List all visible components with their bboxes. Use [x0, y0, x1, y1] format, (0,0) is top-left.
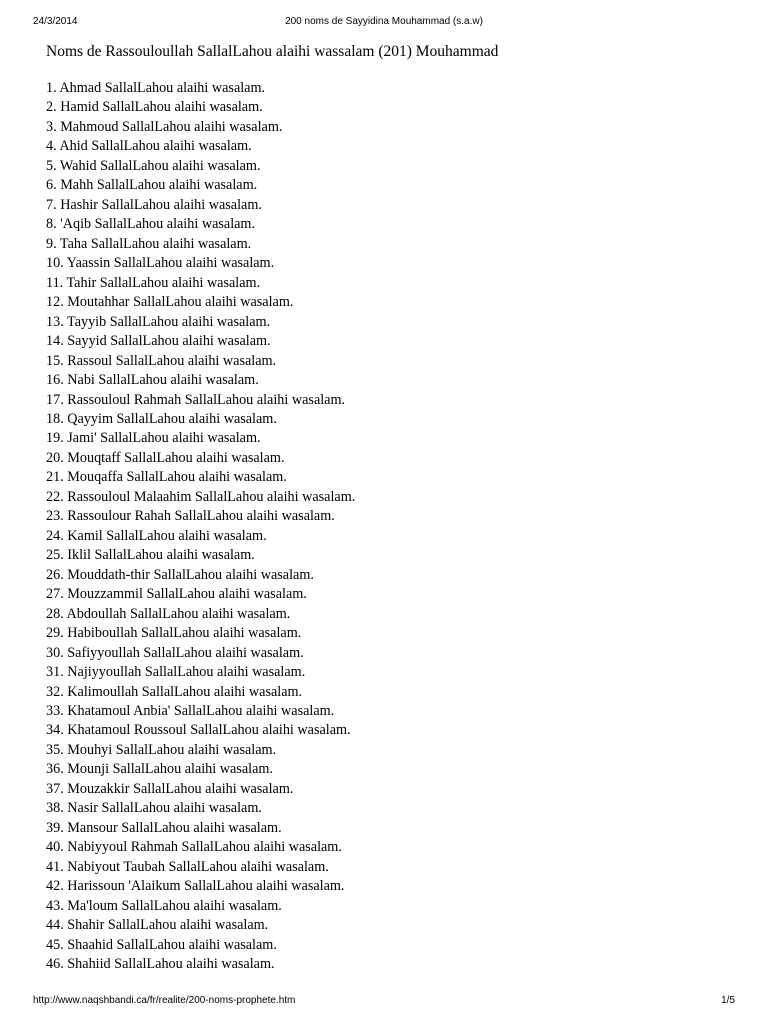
- list-item: 14. Sayyid SallalLahou alaihi wasalam.: [46, 333, 271, 350]
- list-item: 40. Nabiyyoul Rahmah SallalLahou alaihi wasalam.: [46, 839, 342, 856]
- list-item: 36. Mounji SallalLahou alaihi wasalam.: [46, 761, 273, 778]
- print-footer: [33, 994, 735, 1008]
- list-item: 24. Kamil SallalLahou alaihi wasalam.: [46, 527, 267, 544]
- list-item: 4. Ahid SallalLahou alaihi wasalam.: [46, 138, 252, 155]
- list-item: 34. Khatamoul Roussoul SallalLahou alaihi wasalam.: [46, 722, 351, 739]
- list-item: 46. Shahiid SallalLahou alaihi wasalam.: [46, 956, 275, 973]
- list-item: 15. Rassoul SallalLahou alaihi wasalam.: [46, 352, 277, 369]
- list-item: 43. Ma'loum SallalLahou alaihi wasalam.: [46, 897, 282, 914]
- list-item: 12. Moutahhar SallalLahou alaihi wasalam.: [46, 294, 294, 311]
- list-item: 21. Mouqaffa SallalLahou alaihi wasalam.: [46, 469, 287, 486]
- list-item: 11. Tahir SallalLahou alaihi wasalam.: [46, 274, 261, 291]
- list-item: 8. 'Aqib SallalLahou alaihi wasalam.: [46, 216, 256, 233]
- list-item: 29. Habiboullah SallalLahou alaihi wasalam.: [46, 625, 302, 642]
- page-content: [46, 41, 748, 975]
- list-item: 27. Mouzzammil SallalLahou alaihi wasalam.: [46, 586, 307, 603]
- list-item: 41. Nabiyout Taubah SallalLahou alaihi wasalam.: [46, 858, 329, 875]
- list-item: 32. Kalimoullah SallalLahou alaihi wasalam.: [46, 683, 303, 700]
- list-item: 25. Iklil SallalLahou alaihi wasalam.: [46, 547, 255, 564]
- print-date: 24/3/2014: [33, 16, 78, 27]
- names-list: [46, 79, 748, 975]
- list-item: 22. Rassouloul Malaahim SallalLahou alaihi wasalam.: [46, 488, 356, 505]
- list-item: 35. Mouhyi SallalLahou alaihi wasalam.: [46, 741, 277, 758]
- page-heading: Noms de Rassouloullah SallalLahou alaihi wassalam (201) Mouhammad: [46, 43, 499, 60]
- source-url: http://www.naqshbandi.ca/fr/realite/200-noms-prophete.htm: [33, 995, 296, 1006]
- document-title: 200 noms de Sayyidina Mouhammad (s.a.w): [285, 16, 483, 27]
- list-item: 2. Hamid SallalLahou alaihi wasalam.: [46, 99, 263, 116]
- list-item: 1. Ahmad SallalLahou alaihi wasalam.: [46, 80, 266, 96]
- list-item: 45. Shaahid SallalLahou alaihi wasalam.: [46, 936, 277, 953]
- list-item: 20. Mouqtaff SallalLahou alaihi wasalam.: [46, 449, 285, 466]
- list-item: 33. Khatamoul Anbia' SallalLahou alaihi wasalam.: [46, 703, 335, 719]
- list-item: 44. Shahir SallalLahou alaihi wasalam.: [46, 917, 269, 934]
- list-item: 6. Mahh SallalLahou alaihi wasalam.: [46, 177, 258, 194]
- page-number: 1/5: [721, 995, 735, 1006]
- list-item: 3. Mahmoud SallalLahou alaihi wasalam.: [46, 118, 283, 135]
- list-item: 13. Tayyib SallalLahou alaihi wasalam.: [46, 313, 271, 330]
- print-header: [33, 15, 735, 29]
- list-item: 17. Rassouloul Rahmah SallalLahou alaihi wasalam.: [46, 391, 346, 408]
- list-item: 31. Najiyyoullah SallalLahou alaihi wasalam.: [46, 664, 306, 681]
- list-item: 38. Nasir SallalLahou alaihi wasalam.: [46, 800, 262, 817]
- list-item: 26. Mouddath-thir SallalLahou alaihi wasalam.: [46, 566, 314, 583]
- list-item: 28. Abdoullah SallalLahou alaihi wasalam.: [46, 605, 291, 622]
- list-item: 5. Wahid SallalLahou alaihi wasalam.: [46, 157, 261, 174]
- list-item: 19. Jami' SallalLahou alaihi wasalam.: [46, 430, 261, 447]
- list-item: 37. Mouzakkir SallalLahou alaihi wasalam.: [46, 780, 294, 797]
- list-item: 16. Nabi SallalLahou alaihi wasalam.: [46, 372, 259, 389]
- list-item: 18. Qayyim SallalLahou alaihi wasalam.: [46, 410, 277, 427]
- list-item: 10. Yaassin SallalLahou alaihi wasalam.: [46, 255, 275, 272]
- list-item: 9. Taha SallalLahou alaihi wasalam.: [46, 235, 252, 252]
- list-item: 30. Safiyyoullah SallalLahou alaihi wasalam.: [46, 644, 304, 661]
- list-item: 42. Harissoun 'Alaikum SallalLahou alaihi wasalam.: [46, 878, 345, 895]
- list-item: 7. Hashir SallalLahou alaihi wasalam.: [46, 196, 262, 213]
- list-item: 39. Mansour SallalLahou alaihi wasalam.: [46, 819, 282, 836]
- list-item: 23. Rassoulour Rahah SallalLahou alaihi wasalam.: [46, 508, 335, 525]
